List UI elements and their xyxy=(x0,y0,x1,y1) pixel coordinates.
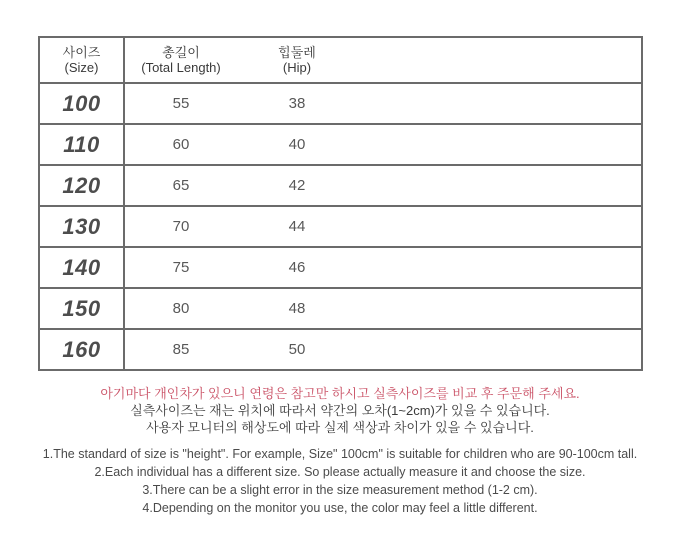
header-length-korean: 총길이 xyxy=(162,45,200,60)
korean-note: 실측사이즈는 재는 위치에 따라서 약간의 오차(1~2cm)가 있을 수 있습니다. xyxy=(130,403,550,418)
total-length-value: 75 xyxy=(172,259,190,276)
total-length-value: 80 xyxy=(172,300,190,317)
english-note-1: 1.The standard of size is "height". For example, Size" 100cm" is suitable for children who are 90-100cm tall. xyxy=(42,447,638,461)
header-cell-size xyxy=(40,38,125,82)
size-value: 140 xyxy=(40,248,125,287)
table-row-160 xyxy=(40,328,641,369)
header-cell-measurements xyxy=(125,38,641,82)
size-value: 160 xyxy=(40,330,125,369)
table-row-140 xyxy=(40,246,641,287)
header-cell-total-length xyxy=(125,38,237,82)
header-hip-english: (Hip) xyxy=(282,60,312,75)
total-length-value: 55 xyxy=(172,95,190,112)
header-cell-hip xyxy=(237,38,357,82)
total-length-value: 70 xyxy=(172,218,190,235)
hip-value: 46 xyxy=(288,259,306,276)
size-chart-table xyxy=(38,36,643,371)
table-header-row xyxy=(40,38,641,82)
size-value: 100 xyxy=(40,84,125,123)
english-notes xyxy=(0,445,680,517)
english-note-2: 2.Each individual has a different size. So please actually measure it and choose the size. xyxy=(94,465,586,479)
table-row-120 xyxy=(40,164,641,205)
hip-value: 44 xyxy=(288,218,306,235)
table-row-130 xyxy=(40,205,641,246)
notes-block xyxy=(0,385,680,517)
table-row-110 xyxy=(40,123,641,164)
size-value: 130 xyxy=(40,207,125,246)
header-size-korean: 사이즈 xyxy=(62,45,101,60)
header-length-english: (Total Length) xyxy=(141,60,221,75)
english-note-4: 4.Depending on the monitor you use, the color may feel a little different. xyxy=(142,501,538,515)
header-hip-korean: 힙둘레 xyxy=(278,45,316,60)
hip-value: 42 xyxy=(288,177,306,194)
total-length-value: 60 xyxy=(172,136,190,153)
size-value: 150 xyxy=(40,289,125,328)
size-value: 120 xyxy=(40,166,125,205)
size-value: 110 xyxy=(40,125,125,164)
korean-note-highlight: 아기마다 개인차가 있으니 연령은 참고만 하시고 실측사이즈를 비교 후 주문해 주세요. xyxy=(100,386,580,401)
hip-value: 40 xyxy=(288,136,306,153)
header-size-english: (Size) xyxy=(64,60,99,75)
hip-value: 48 xyxy=(288,300,306,317)
total-length-value: 65 xyxy=(172,177,190,194)
hip-value: 38 xyxy=(288,95,306,112)
english-note-3: 3.There can be a slight error in the size measurement method (1-2 cm). xyxy=(142,483,538,497)
table-row-150 xyxy=(40,287,641,328)
korean-note: 사용자 모니터의 해상도에 따라 실제 색상과 차이가 있을 수 있습니다. xyxy=(146,420,534,435)
hip-value: 50 xyxy=(288,341,306,358)
table-row-100 xyxy=(40,82,641,123)
total-length-value: 85 xyxy=(172,341,190,358)
